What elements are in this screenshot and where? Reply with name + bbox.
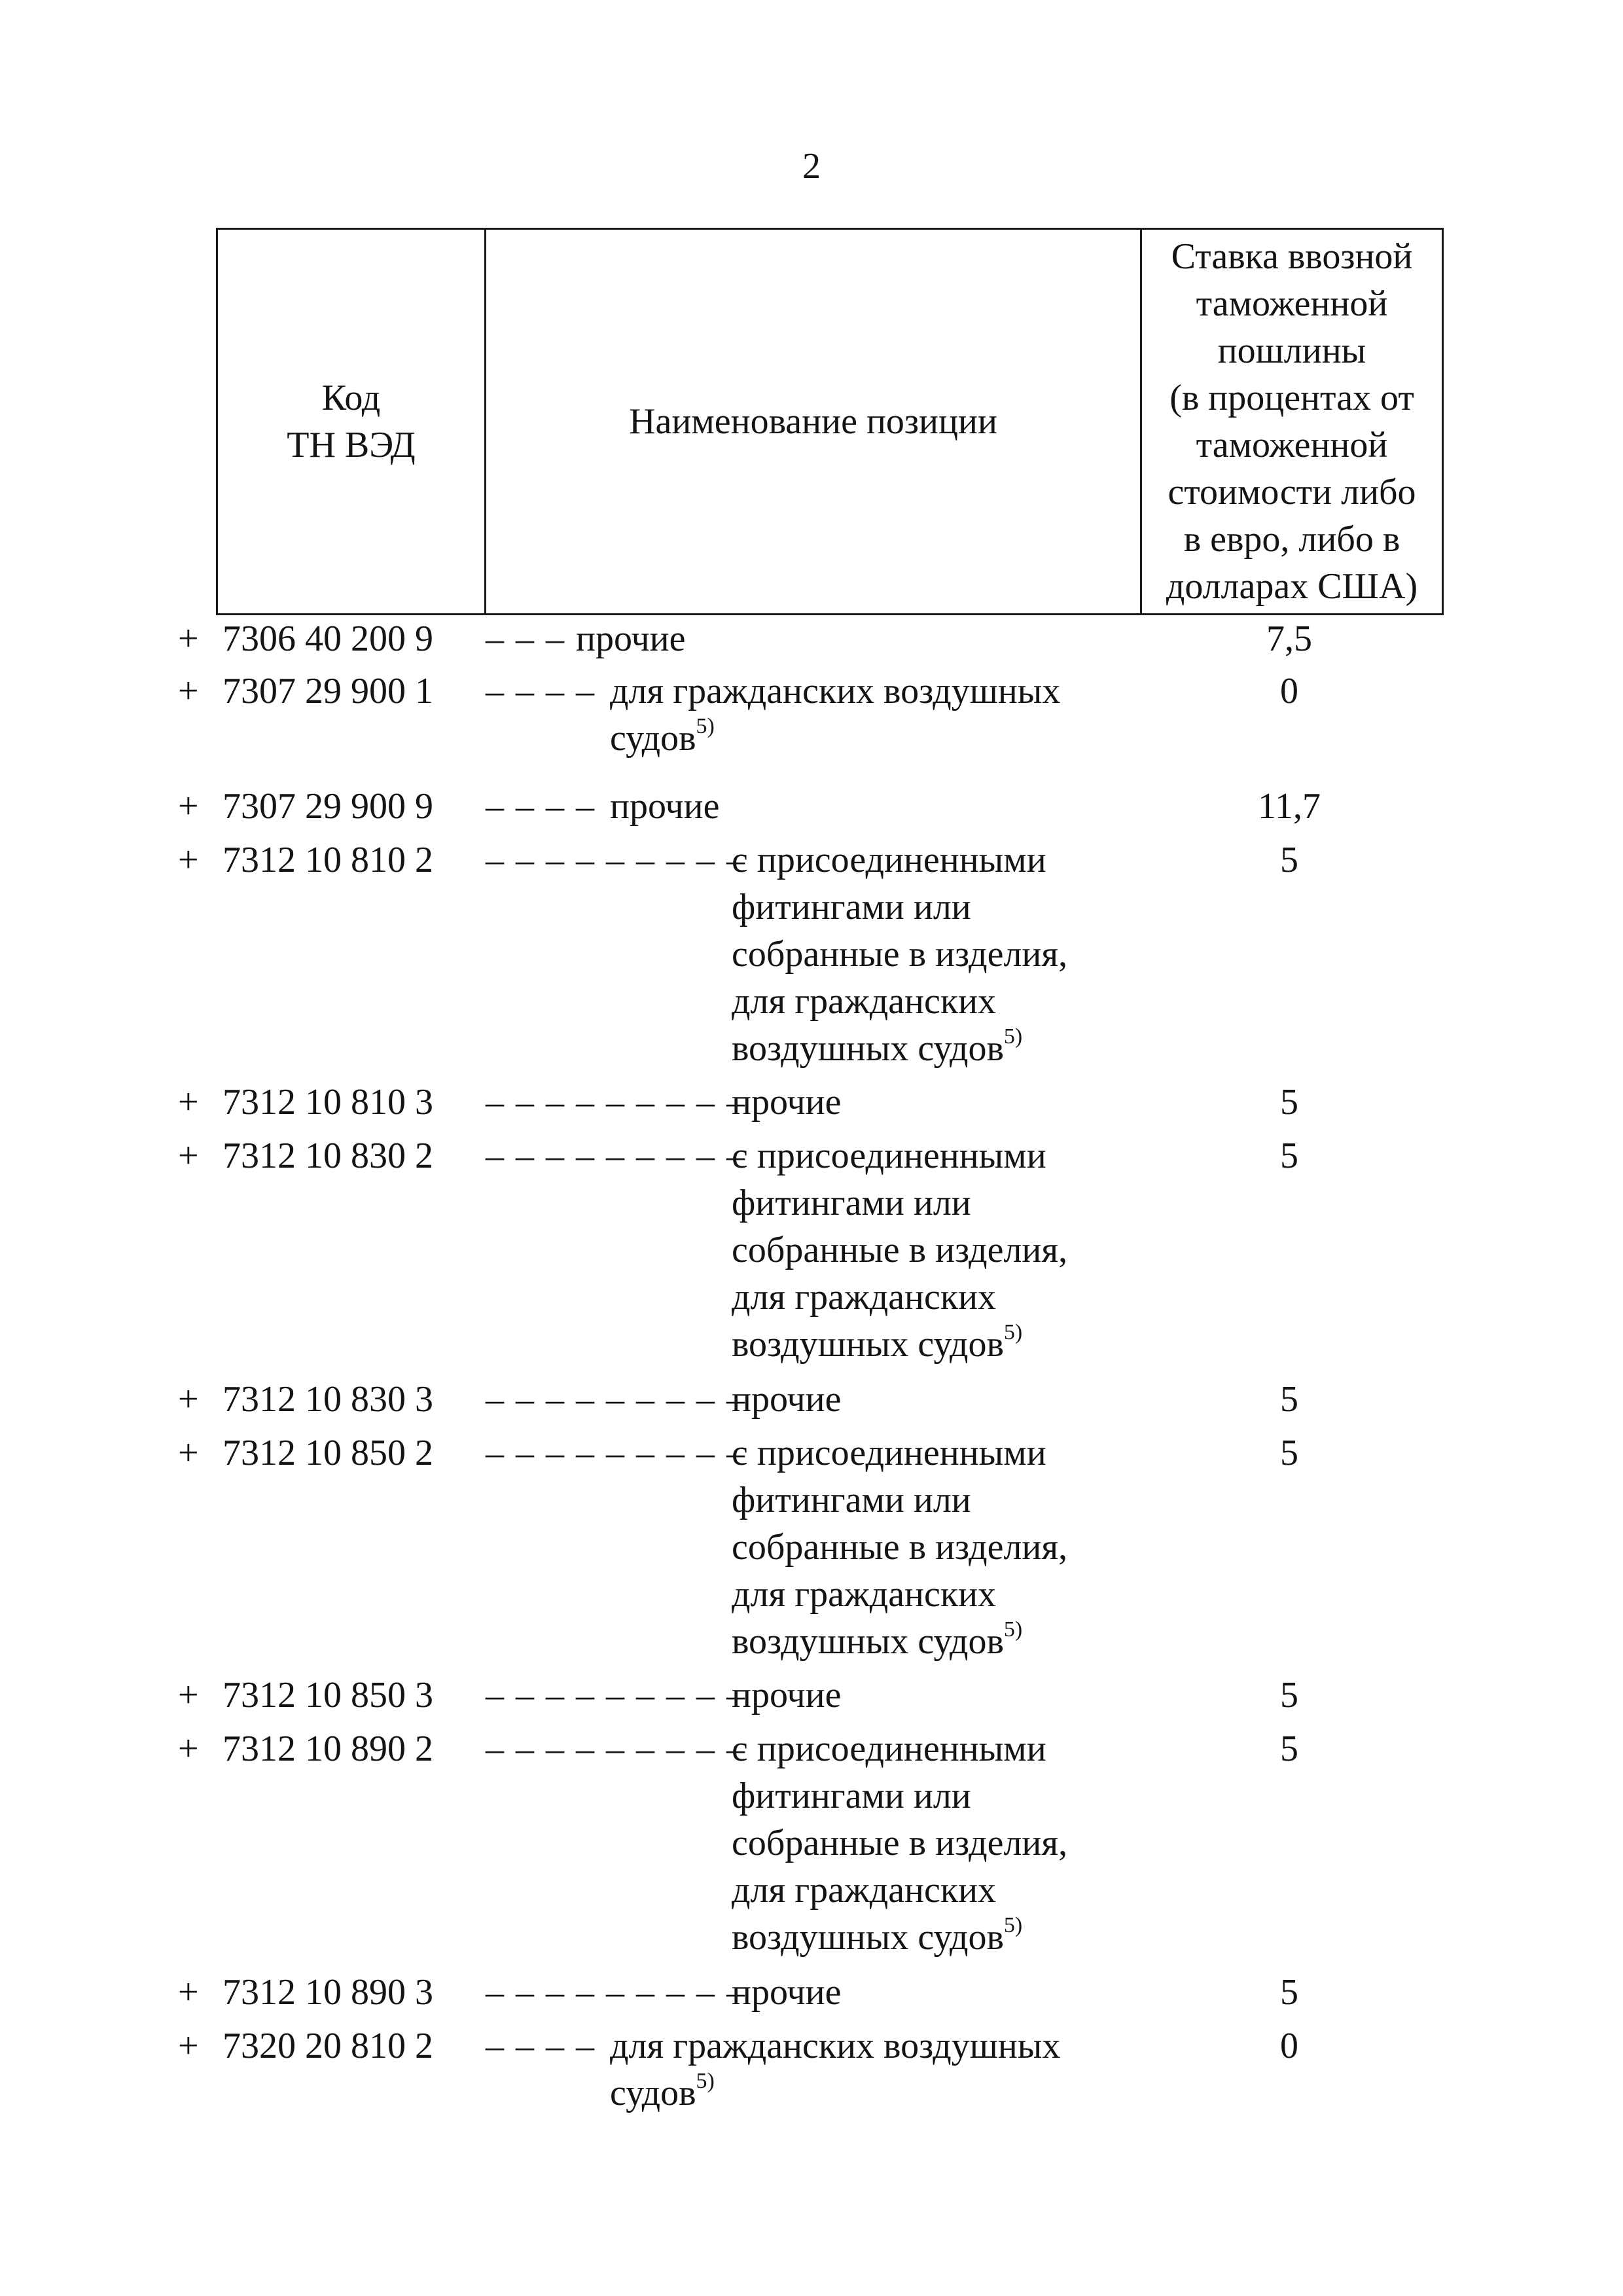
row-description (732, 1376, 842, 1423)
row-code: 7320 20 810 2 (223, 2026, 433, 2066)
row-description (610, 2022, 1060, 2117)
row-rate: 5 (1280, 1433, 1298, 1473)
row-description-text: для гражданских воздушных судов (610, 671, 1061, 759)
row-description (732, 1079, 842, 1126)
row-description (732, 836, 1067, 1072)
row-code: 7312 10 810 3 (223, 1082, 433, 1122)
row-indent-dashes: – – – – – – – – – (486, 1082, 746, 1122)
row-marker: + (178, 1136, 199, 1176)
row-indent-dashes: – – – (486, 619, 565, 659)
row-marker: + (178, 1972, 199, 2013)
footnote-ref: 5) (696, 714, 715, 739)
row-description (732, 1132, 1067, 1368)
row-indent-dashes: – – – – (486, 671, 596, 711)
row-description (732, 1672, 842, 1719)
row-description-text: прочие (732, 1675, 842, 1715)
footnote-ref: 5) (1003, 1913, 1023, 1938)
row-description-text: для гражданских воздушных судов (610, 2026, 1061, 2113)
row-code: 7307 29 900 1 (223, 671, 433, 711)
row-description-text: с присоединенными фитингами или собранные в изделия, для гражданских воздушных судов (732, 840, 1068, 1069)
row-description (610, 783, 720, 830)
header-name-column: Наименование позиции (486, 230, 1142, 613)
header-rate-column: Ставка ввозной таможенной пошлины (в процентах от таможенной стоимости либо в евро, либо в долларах США) (1166, 236, 1418, 607)
row-indent-dashes: – – – – – – – – – (486, 840, 746, 880)
row-description-text: прочие (732, 1379, 842, 1420)
row-marker: + (178, 1379, 199, 1420)
row-rate: 5 (1280, 840, 1298, 880)
row-marker: + (178, 2026, 199, 2066)
row-rate: 0 (1280, 2026, 1298, 2066)
row-description-text: с присоединенными фитингами или собранные в изделия, для гражданских воздушных судов (732, 1136, 1068, 1365)
row-description-text: с присоединенными фитингами или собранные в изделия, для гражданских воздушных судов (732, 1433, 1068, 1662)
row-code: 7312 10 850 2 (223, 1433, 433, 1473)
header-code-column: Код ТН ВЭД (218, 230, 486, 613)
row-description-text: прочие (732, 1082, 842, 1122)
row-marker: + (178, 1729, 199, 1769)
row-indent-dashes: – – – – – – – – – (486, 1136, 746, 1176)
row-description (610, 668, 1060, 762)
row-rate: 5 (1280, 1972, 1298, 2013)
row-marker: + (178, 1433, 199, 1473)
row-code: 7312 10 830 3 (223, 1379, 433, 1420)
row-description-text: прочие (610, 786, 720, 827)
footnote-ref: 5) (1003, 1024, 1023, 1049)
row-marker: + (178, 671, 199, 711)
row-code: 7312 10 890 2 (223, 1729, 433, 1769)
row-code: 7307 29 900 9 (223, 786, 433, 827)
row-marker: + (178, 1082, 199, 1122)
row-description (732, 1725, 1067, 1961)
row-rate: 5 (1280, 1379, 1298, 1420)
row-rate: 5 (1280, 1729, 1298, 1769)
row-code: 7312 10 830 2 (223, 1136, 433, 1176)
row-indent-dashes: – – – – – – – – – (486, 1433, 746, 1473)
row-code: 7312 10 890 3 (223, 1972, 433, 2013)
row-rate: 7,5 (1266, 619, 1312, 659)
row-code: 7312 10 850 3 (223, 1675, 433, 1715)
row-description-text: прочие (576, 619, 686, 659)
row-marker: + (178, 1675, 199, 1715)
row-code: 7306 40 200 9 (223, 619, 433, 659)
row-indent-dashes: – – – – (486, 786, 596, 827)
row-description (576, 615, 686, 662)
row-rate: 5 (1280, 1675, 1298, 1715)
row-description (732, 1429, 1067, 1665)
row-code: 7312 10 810 2 (223, 840, 433, 880)
footnote-ref: 5) (1003, 1320, 1023, 1345)
row-marker: + (178, 786, 199, 827)
row-rate: 5 (1280, 1136, 1298, 1176)
page-number: 2 (802, 146, 821, 187)
row-indent-dashes: – – – – – – – – – (486, 1379, 746, 1420)
row-description-text: прочие (732, 1972, 842, 2013)
row-marker: + (178, 619, 199, 659)
row-indent-dashes: – – – – – – – – – (486, 1729, 746, 1769)
row-indent-dashes: – – – – – – – – – (486, 1972, 746, 2013)
row-rate: 5 (1280, 1082, 1298, 1122)
row-rate: 0 (1280, 671, 1298, 711)
row-indent-dashes: – – – – (486, 2026, 596, 2066)
row-description (732, 1969, 842, 2016)
row-indent-dashes: – – – – – – – – – (486, 1675, 746, 1715)
row-rate: 11,7 (1258, 786, 1321, 827)
table-header (216, 228, 1444, 615)
footnote-ref: 5) (1003, 1617, 1023, 1642)
row-description-text: с присоединенными фитингами или собранные в изделия, для гражданских воздушных судов (732, 1729, 1068, 1958)
row-marker: + (178, 840, 199, 880)
footnote-ref: 5) (696, 2069, 715, 2094)
